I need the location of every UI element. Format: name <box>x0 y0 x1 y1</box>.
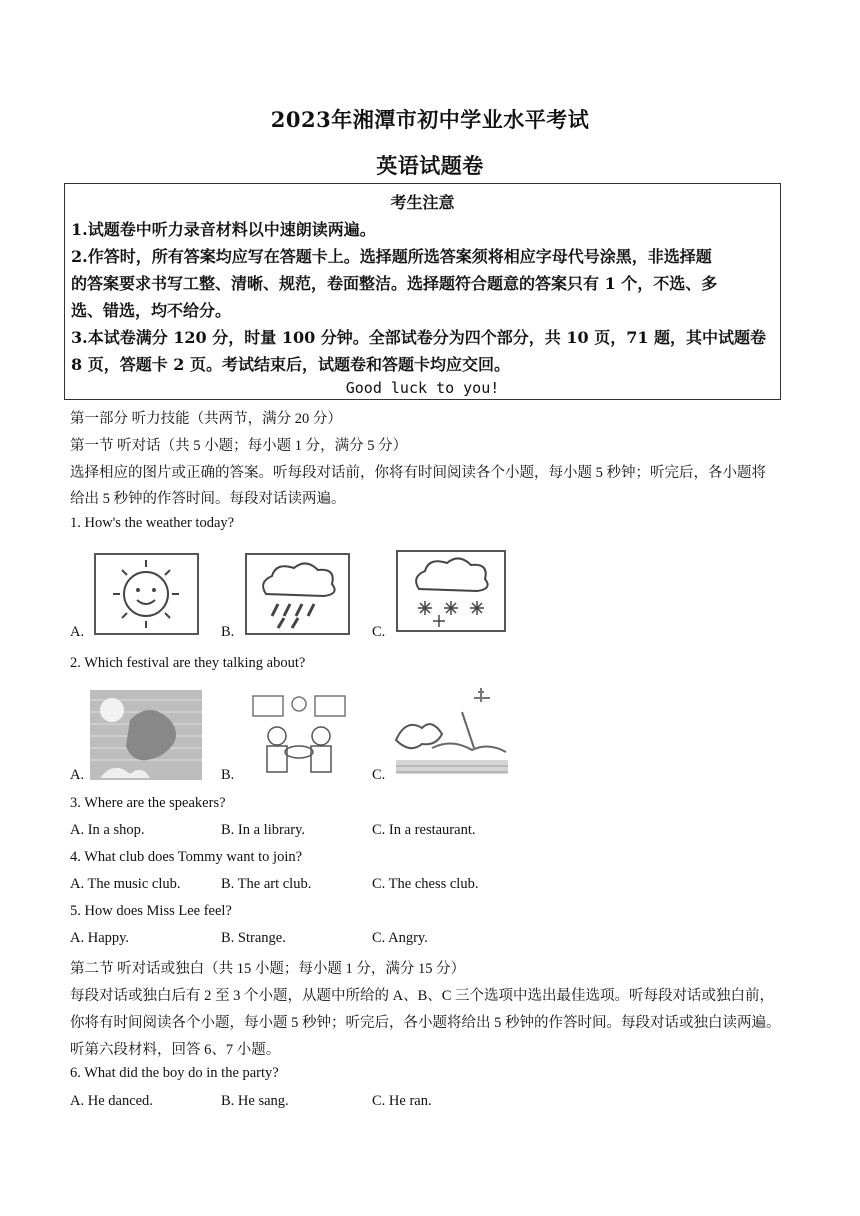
notice-line-3: 的答案要求书写工整、清晰、规范，卷面整洁。选择题符合题意的答案只有 1 个，不选、多 <box>71 274 718 293</box>
question-4: 4. What club does Tommy want to join? <box>70 849 303 865</box>
section1-heading: 第一节 听对话（共 5 小题；每小题 1 分，满分 5 分） <box>70 438 408 454</box>
question-1: 1. How's the weather today? <box>70 515 235 531</box>
spring-festival-picture <box>247 690 352 780</box>
section2-instruction-1: 每段对话或独白后有 2 至 3 个小题，从题中所给的 A、B、C 三个选项中选出最佳选项。听每段对话或独白前， <box>70 988 775 1004</box>
exam-title: 2023年湘潭市初中学业水平考试 <box>270 107 590 132</box>
q5-option-b: B. Strange. <box>221 930 286 946</box>
q5-option-c: C. Angry. <box>372 930 428 946</box>
snow-cloud-icon <box>395 549 507 633</box>
question-6: 6. What did the boy do in the party? <box>70 1065 279 1081</box>
q2-option-b: B. <box>221 767 235 783</box>
sun-icon <box>93 552 200 636</box>
section2-heading: 第二节 听对话或独白（共 15 小题；每小题 1 分，满分 15 分） <box>70 961 466 977</box>
section2-instruction-2: 你将有时间阅读各个小题，每小题 5 秒钟；听完后，各小题将给出 5 秒钟的作答时间。每段对话或独白读两遍。 <box>70 1015 781 1031</box>
q1-option-c: C. <box>372 624 386 640</box>
notice-line-1: 1.试题卷中听力录音材料以中速朗读两遍。 <box>71 220 376 239</box>
part1-heading: 第一部分 听力技能（共两节，满分 20 分） <box>70 411 342 427</box>
notice-box <box>64 183 781 400</box>
notice-line-5: 3.本试卷满分 120 分，时量 100 分钟。全部试卷分为四个部分，共 10 页，71 题，其中试题卷 <box>71 328 767 347</box>
mid-autumn-picture <box>90 690 202 780</box>
section1-instruction-1: 选择相应的图片或正确的答案。听每段对话前，你将有时间阅读各个小题，每小题 5 秒钟；听完后，各小题将 <box>70 465 766 481</box>
q6-option-b: B. He sang. <box>221 1093 289 1109</box>
section2-instruction-3: 听第六段材料，回答 6、7 小题。 <box>70 1042 281 1058</box>
section1-instruction-2: 给出 5 秒钟的作答时间。每段对话读两遍。 <box>70 491 346 507</box>
q1-option-a: A. <box>70 624 85 640</box>
rain-cloud-icon <box>244 552 351 636</box>
q4-option-c: C. The chess club. <box>372 876 479 892</box>
question-5: 5. How does Miss Lee feel? <box>70 903 232 919</box>
question-3: 3. Where are the speakers? <box>70 795 226 811</box>
q4-option-b: B. The art club. <box>221 876 312 892</box>
q5-option-a: A. Happy. <box>70 930 130 946</box>
notice-line-2: 2.作答时，所有答案均应写在答题卡上。选择题所选答案须将相应字母代号涂黑，非选择题 <box>71 247 712 266</box>
q3-option-c: C. In a restaurant. <box>372 822 476 838</box>
q4-option-a: A. The music club. <box>70 876 181 892</box>
dragon-boat-picture <box>392 688 512 780</box>
q3-option-a: A. In a shop. <box>70 822 145 838</box>
exam-subtitle: 英语试题卷 <box>376 153 484 178</box>
notice-footer: Good luck to you! <box>345 379 500 397</box>
q1-option-b: B. <box>221 624 235 640</box>
question-2: 2. Which festival are they talking about? <box>70 655 306 671</box>
notice-heading: 考生注意 <box>390 193 455 212</box>
q6-option-c: C. He ran. <box>372 1093 432 1109</box>
q2-option-c: C. <box>372 767 386 783</box>
q2-option-a: A. <box>70 767 85 783</box>
notice-line-6: 8 页，答题卡 2 页。考试结束后，试题卷和答题卡均应交回。 <box>71 355 510 374</box>
q3-option-b: B. In a library. <box>221 822 306 838</box>
q6-option-a: A. He danced. <box>70 1093 153 1109</box>
notice-line-4: 选、错选，均不给分。 <box>71 301 232 320</box>
